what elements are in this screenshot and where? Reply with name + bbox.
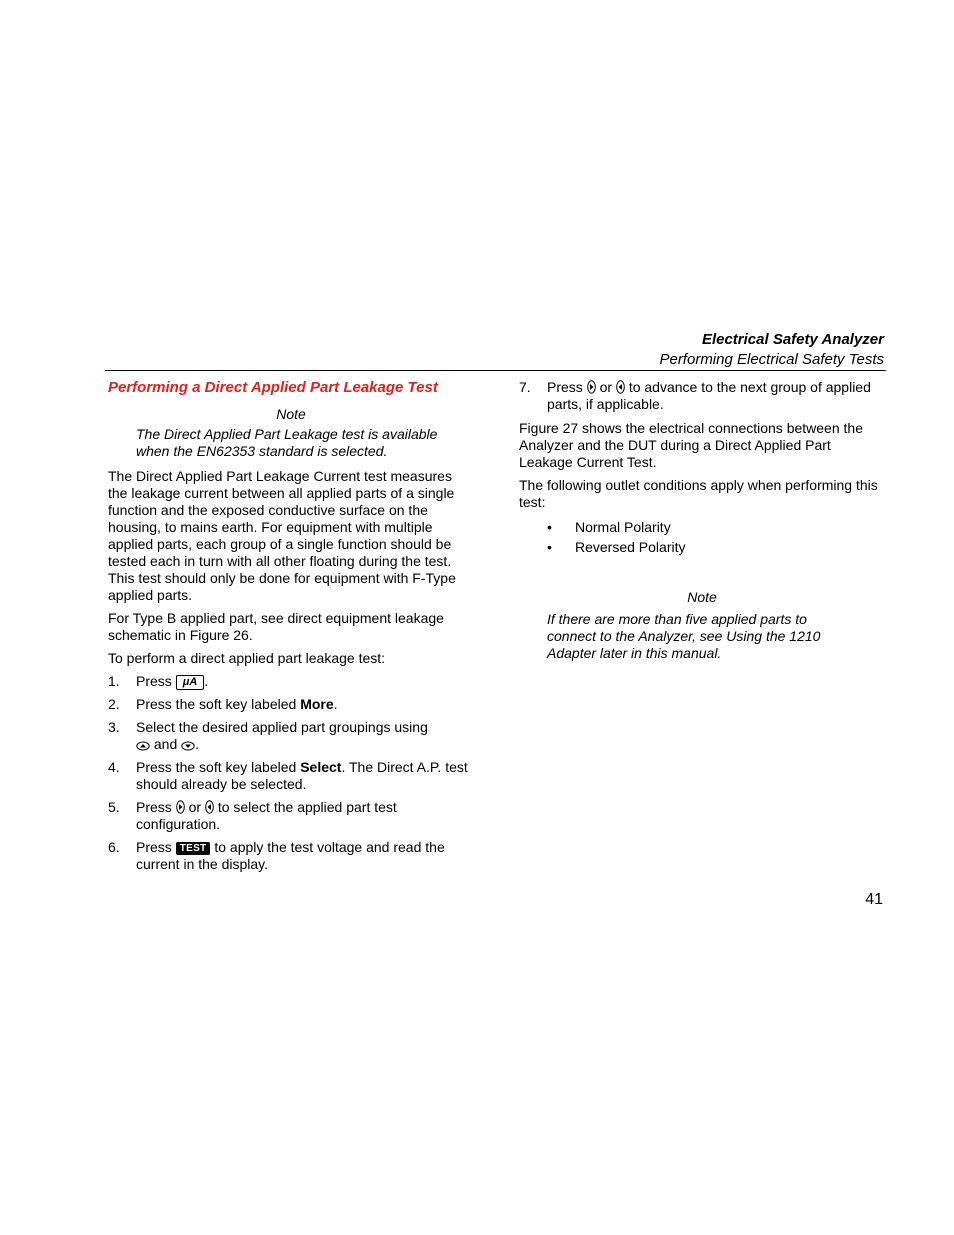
list-item: • Reversed Polarity: [547, 539, 686, 555]
up-arrow-key-icon: [136, 741, 150, 751]
step-3: 3. Select the desired applied part groupings using and .: [108, 719, 428, 752]
step-5: 5. Press or to select the applied part test configuration.: [108, 799, 397, 832]
header-rule: [105, 370, 886, 371]
right-arrow-key-icon: [587, 380, 596, 394]
right-column: [519, 379, 885, 670]
step-number: 6.: [108, 839, 120, 855]
section-title: Performing a Direct Applied Part Leakage Test: [108, 379, 438, 396]
outlet-conditions-paragraph: The following outlet conditions apply when performing this test:: [519, 477, 878, 510]
select-key-label: Select: [300, 759, 342, 775]
step-1: 1. Press μA .: [108, 673, 209, 689]
right-arrow-key-icon: [176, 800, 185, 814]
procedure-intro: To perform a direct applied part leakage test:: [108, 650, 386, 666]
microamp-key-icon: μA: [176, 675, 205, 690]
more-key-label: More: [300, 696, 334, 712]
note-label: Note: [276, 406, 306, 422]
step-number: 7.: [519, 379, 531, 395]
step-number: 1.: [108, 673, 120, 689]
down-arrow-key-icon: [181, 741, 195, 751]
step-2: 2. Press the soft key labeled More.: [108, 696, 338, 712]
step-number: 3.: [108, 719, 120, 735]
step-7: 7. Press or to advance to the next group of applied parts, if applicable.: [519, 379, 871, 412]
note-label: Note: [687, 589, 717, 605]
page-number: 41: [865, 891, 883, 908]
type-b-paragraph: For Type B applied part, see direct equipment leakage schematic in Figure 26.: [108, 610, 444, 643]
test-key-icon: TEST: [176, 842, 211, 855]
running-header-subtitle: Performing Electrical Safety Tests: [659, 351, 884, 368]
left-arrow-key-icon: [616, 380, 625, 394]
intro-paragraph: The Direct Applied Part Leakage Current test measures the leakage current between all applied parts of a single function and the exposed conductive surface on the housing, to mains earth. For equipment with multiple applied parts, each group of a single function should be tested each in turn with all other floating during the test. This test should only be done for equipment with F-Type applied parts.: [108, 468, 456, 603]
step-number: 2.: [108, 696, 120, 712]
step-number: 5.: [108, 799, 120, 815]
step-number: 4.: [108, 759, 120, 775]
figure-27-paragraph: Figure 27 shows the electrical connections between the Analyzer and the DUT during a Direct Applied Part Leakage Current Test.: [519, 420, 863, 470]
running-header-title: Electrical Safety Analyzer: [701, 331, 884, 348]
note-text: If there are more than five applied parts to connect to the Analyzer, see Using the 1210 Adapter later in this manual.: [547, 611, 821, 661]
bullet-glyph: •: [547, 519, 552, 535]
left-arrow-key-icon: [205, 800, 214, 814]
left-column: [108, 379, 474, 879]
step-4: 4. Press the soft key labeled Select. The Direct A.P. test should already be selected.: [108, 759, 468, 792]
note-text: The Direct Applied Part Leakage test is available when the EN62353 standard is selected.: [136, 426, 438, 459]
bullet-glyph: •: [547, 539, 552, 555]
step-6: 6. Press TEST to apply the test voltage and read the current in the display.: [108, 839, 445, 872]
list-item: • Normal Polarity: [547, 519, 671, 535]
